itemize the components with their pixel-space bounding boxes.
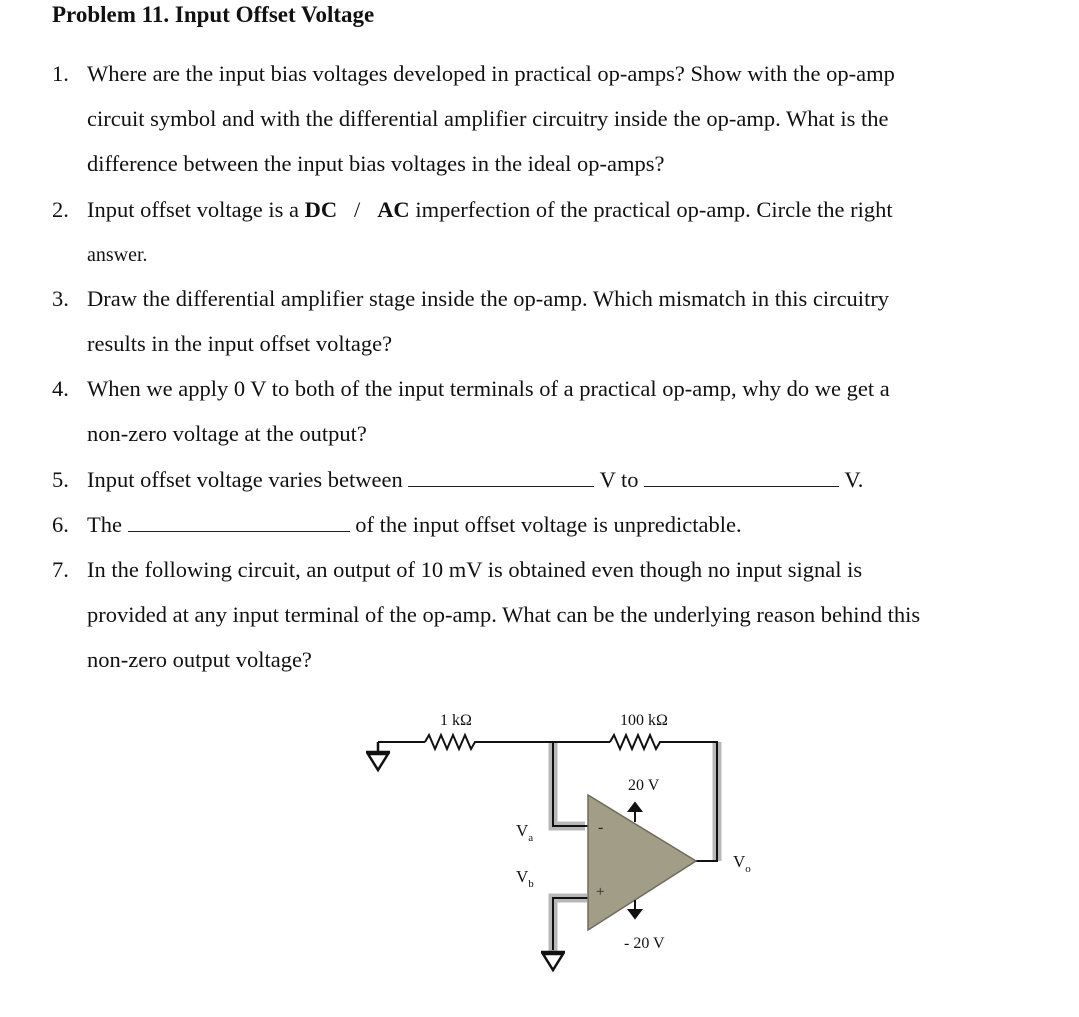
q6-suffix: of the input offset voltage is unpredictable.: [355, 512, 742, 537]
ground-left-icon: [366, 742, 390, 770]
resistor-1k: [425, 735, 480, 749]
wire-inverting-input: [553, 742, 588, 826]
q5-prefix: Input offset voltage varies between: [87, 467, 403, 492]
label-vpos: 20 V: [628, 777, 660, 794]
q4-line-2: non-zero voltage at the output?: [87, 421, 367, 446]
q7-line-3: non-zero output voltage?: [87, 647, 312, 672]
label-vb: [516, 867, 534, 890]
vneg-arrow-icon: [629, 910, 641, 918]
q6-number: 6.: [52, 512, 69, 537]
label-vb-main: V: [516, 867, 529, 886]
label-va-sub: a: [528, 832, 534, 844]
q2-number: 2.: [52, 197, 69, 222]
problem-title: Problem 11. Input Offset Voltage: [52, 2, 375, 27]
label-vneg: - 20 V: [624, 935, 665, 952]
q3-line-2: results in the input offset voltage?: [87, 331, 393, 356]
q4-line-1: When we apply 0 V to both of the input terminals of a practical op-amp, why do we get a: [87, 376, 890, 401]
q6-prefix: The: [87, 512, 122, 537]
label-va-main: V: [516, 821, 529, 840]
q5-number: 5.: [52, 467, 69, 492]
q5-middle: V to: [599, 467, 639, 492]
label-va: [516, 821, 533, 844]
opamp-minus-sign: -: [598, 819, 604, 836]
q5-suffix: V.: [844, 467, 864, 492]
label-vo: [733, 852, 751, 875]
label-vo-sub: o: [745, 863, 751, 875]
q2-option-dc[interactable]: DC: [304, 197, 338, 222]
q3-number: 3.: [52, 286, 69, 311]
q2-separator: /: [354, 197, 361, 222]
q1-line-2: circuit symbol and with the differential amplifier circuitry inside the op-amp. What is the: [87, 106, 889, 131]
wire-feedback: [665, 742, 717, 861]
resistor-100k: [610, 735, 665, 749]
label-vb-sub: b: [528, 878, 534, 890]
q1-line-3: difference between the input bias voltages in the ideal op-amps?: [87, 151, 665, 176]
label-r1: 1 kΩ: [440, 712, 472, 729]
q2-option-ac[interactable]: AC: [377, 197, 410, 222]
q3-line-1: Draw the differential amplifier stage inside the op-amp. Which mismatch in this circuitry: [87, 286, 890, 311]
q2-suffix: imperfection of the practical op-amp. Circle the right: [409, 197, 893, 222]
q7-line-2: provided at any input terminal of the op-amp. What can be the underlying reason behind this: [87, 602, 921, 627]
q2-prefix: Input offset voltage is a: [87, 197, 305, 222]
q7-line-1: In the following circuit, an output of 10 mV is obtained even though no input signal is: [87, 557, 863, 582]
label-r2: 100 kΩ: [620, 712, 668, 729]
q2-line-2: answer.: [87, 244, 148, 266]
q1-line-1: Where are the input bias voltages developed in practical op-amps? Show with the op-amp: [87, 61, 895, 86]
label-vo-main: V: [733, 852, 746, 871]
q7-number: 7.: [52, 557, 69, 582]
q1-number: 1.: [52, 61, 69, 86]
opamp-plus-sign: +: [596, 884, 605, 900]
ground-bottom-icon: [541, 952, 565, 970]
wire-noninverting-input: [553, 898, 588, 950]
q4-number: 4.: [52, 376, 69, 401]
vpos-arrow-icon: [629, 803, 641, 811]
